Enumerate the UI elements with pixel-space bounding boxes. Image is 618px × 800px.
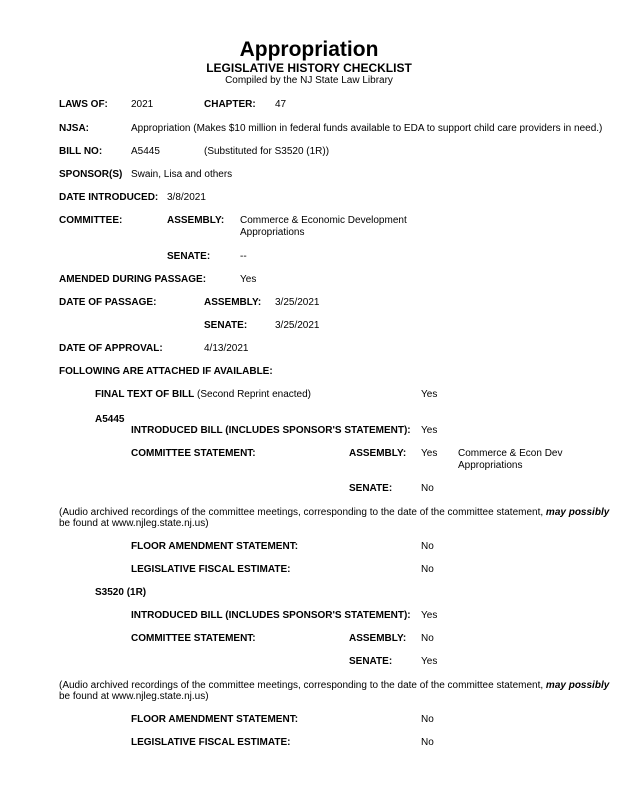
njsa-value: Appropriation (Makes $10 million in federal funds available to EDA to support child care providers in need.) <box>131 123 603 134</box>
final-text-note: (Second Reprint enacted) <box>197 389 312 400</box>
s3520-introduced-value: Yes <box>421 610 438 621</box>
final-text-label: FINAL TEXT OF BILL <box>95 389 195 400</box>
page-title: Appropriation <box>239 38 379 61</box>
s3520-audio-text: (Audio archived recordings of the committee meetings, corresponding to the date of the committee statement, <box>59 680 546 691</box>
passage-senate-label: SENATE: <box>204 320 248 331</box>
a5445-audio-text: (Audio archived recordings of the committee meetings, corresponding to the date of the committee statement, <box>59 507 546 518</box>
bill-no-value: A5445 <box>131 146 160 157</box>
passage-senate-value: 3/25/2021 <box>275 320 320 331</box>
s3520-senate-value: Yes <box>421 656 438 667</box>
passage-assembly-value: 3/25/2021 <box>275 297 320 308</box>
a5445-audio-emphasis: may possibly <box>545 507 610 518</box>
sponsors-label: SPONSOR(S) <box>59 169 123 180</box>
a5445-assembly-label: ASSEMBLY: <box>349 448 407 459</box>
committee-assembly-line2: Appropriations <box>240 227 305 238</box>
committee-senate-value: -- <box>240 251 247 262</box>
njsa-label: NJSA: <box>59 123 90 134</box>
a5445-heading: A5445 <box>95 414 125 425</box>
following-heading: FOLLOWING ARE ATTACHED IF AVAILABLE: <box>59 366 273 377</box>
a5445-assembly-value: Yes <box>421 448 438 459</box>
bill-no-label: BILL NO: <box>59 146 103 157</box>
passage-label: DATE OF PASSAGE: <box>59 297 157 308</box>
s3520-assembly-value: No <box>421 633 434 644</box>
a5445-floor-value: No <box>421 541 434 552</box>
committee-senate-label: SENATE: <box>167 251 211 262</box>
s3520-audio-emphasis: may possibly <box>545 680 610 691</box>
a5445-audio-note-line2: be found at www.njleg.state.nj.us) <box>59 518 209 529</box>
amended-value: Yes <box>240 274 257 285</box>
committee-assembly-line1: Commerce & Economic Development <box>240 215 407 226</box>
date-introduced-label: DATE INTRODUCED: <box>59 192 159 203</box>
laws-of-value: 2021 <box>131 99 154 110</box>
approval-value: 4/13/2021 <box>204 343 249 354</box>
sponsors-value: Swain, Lisa and others <box>131 169 233 180</box>
s3520-floor-label: FLOOR AMENDMENT STATEMENT: <box>131 714 299 725</box>
s3520-audio-note-line2: be found at www.njleg.state.nj.us) <box>59 691 209 702</box>
compiled-by: Compiled by the NJ State Law Library <box>225 75 393 86</box>
final-text-value: Yes <box>421 389 438 400</box>
s3520-fiscal-value: No <box>421 737 434 748</box>
s3520-senate-label: SENATE: <box>349 656 393 667</box>
committee-label: COMMITTEE: <box>59 215 123 226</box>
a5445-assembly-committee-line2: Appropriations <box>458 460 523 471</box>
a5445-committee-label: COMMITTEE STATEMENT: <box>131 448 256 459</box>
a5445-introduced-label: INTRODUCED BILL (INCLUDES SPONSOR'S STATEMENT): <box>131 425 411 436</box>
a5445-fiscal-value: No <box>421 564 434 575</box>
bill-no-note: (Substituted for S3520 (1R)) <box>204 146 330 157</box>
final-text-row <box>95 389 311 401</box>
s3520-fiscal-label: LEGISLATIVE FISCAL ESTIMATE: <box>131 737 291 748</box>
committee-assembly-label: ASSEMBLY: <box>167 215 225 226</box>
s3520-floor-value: No <box>421 714 434 725</box>
a5445-assembly-committee-line1: Commerce & Econ Dev <box>458 448 563 459</box>
passage-assembly-label: ASSEMBLY: <box>204 297 262 308</box>
date-introduced-value: 3/8/2021 <box>167 192 206 203</box>
page-subtitle: LEGISLATIVE HISTORY CHECKLIST <box>206 61 412 75</box>
a5445-introduced-value: Yes <box>421 425 438 436</box>
s3520-assembly-label: ASSEMBLY: <box>349 633 407 644</box>
chapter-value: 47 <box>275 99 287 110</box>
s3520-heading: S3520 (1R) <box>95 587 147 598</box>
laws-of-label: LAWS OF: <box>59 99 108 110</box>
amended-label: AMENDED DURING PASSAGE: <box>59 274 207 285</box>
s3520-introduced-label: INTRODUCED BILL (INCLUDES SPONSOR'S STATEMENT): <box>131 610 411 621</box>
chapter-label: CHAPTER: <box>204 99 256 110</box>
approval-label: DATE OF APPROVAL: <box>59 343 163 354</box>
a5445-senate-value: No <box>421 483 434 494</box>
a5445-fiscal-label: LEGISLATIVE FISCAL ESTIMATE: <box>131 564 291 575</box>
a5445-senate-label: SENATE: <box>349 483 393 494</box>
s3520-committee-label: COMMITTEE STATEMENT: <box>131 633 256 644</box>
a5445-floor-label: FLOOR AMENDMENT STATEMENT: <box>131 541 299 552</box>
